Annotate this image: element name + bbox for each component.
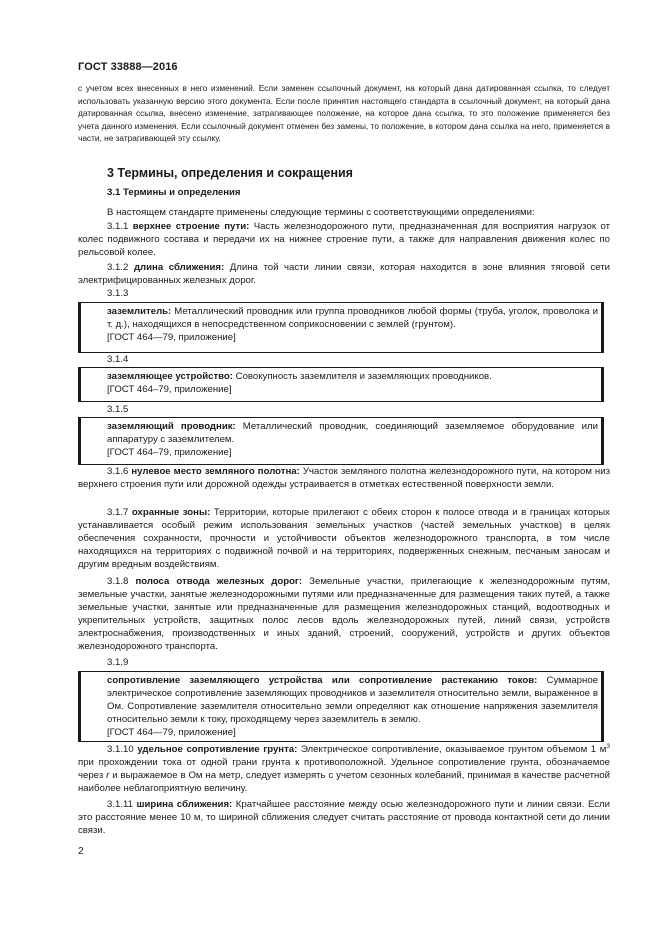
- term-3-1-11: [78, 798, 610, 837]
- term-name: заземляющий проводник:: [107, 421, 236, 432]
- section-intro: В настоящем стандарте применены следующие термины с соответствующими определениями:: [107, 207, 535, 218]
- term-reference: [ГОСТ 464–79, приложение]: [107, 384, 232, 395]
- term-number: 3.1.10: [107, 744, 134, 755]
- term-definition-part-b: при прохождении тока от одной грани грунта к противоположной. Удельное сопротивление грунта, обозначаемое через: [78, 757, 610, 781]
- term-reference: [ГОСТ 464—79, приложение]: [107, 727, 236, 738]
- subsection-title: 3.1 Термины и определения: [107, 187, 241, 198]
- term-number: 3.1.1: [107, 221, 129, 232]
- term-number: 3.1.11: [107, 799, 133, 810]
- term-definition-part-c: и выражаемое в Ом на метр, следует измерять с учетом сезонных колебаний, принимая в качестве расчетной наиболее неблагоприятную величину.: [78, 770, 610, 794]
- term-3-1-8: [78, 575, 610, 653]
- term-definition: Кратчайшее расстояние между осью железнодорожного пути и линии связи. Если это расстояние менее 10 м, то шириной сближения следует считать расстояние от провода контактной сети до линии связи.: [78, 799, 610, 836]
- term-definition: Суммарное электрическое сопротивление заземляющих проводников и заземлителя относительно земли, выраженное в Ом. Сопротивление заземлителя относительно земли определяют как отношение напряжения заземлителя относительно земли к току, проходящему через заземлитель в землю.: [107, 675, 598, 725]
- term-definition: Длина той части линии связи, которая находится в зоне влияния тяговой сети электрифицированных железных дорог.: [78, 262, 610, 286]
- term-number: 3.1.7: [107, 507, 129, 518]
- term-definition-part-a: Электрическое сопротивление, оказываемое грунтом объемом 1 м: [297, 744, 607, 755]
- superscript-exponent: 3: [606, 742, 610, 750]
- page-number: 2: [78, 846, 84, 857]
- term-name: нулевое место земляного полотна:: [131, 466, 300, 477]
- term-reference: [ГОСТ 464–79, приложение]: [107, 447, 232, 458]
- symbol-rho: r: [106, 770, 110, 781]
- term-name: верхнее строение пути:: [132, 221, 250, 232]
- term-3-1-2: [78, 261, 610, 287]
- term-number: 3.1.8: [107, 576, 129, 587]
- term-3-1-1: [78, 220, 610, 259]
- term-name: заземляющее устройство:: [107, 371, 233, 382]
- term-name: заземлитель:: [107, 306, 172, 317]
- doc-header-code: ГОСТ 33888—2016: [78, 61, 178, 73]
- term-box-3-1-9: [78, 671, 604, 742]
- section-title: 3 Термины, определения и сокращения: [107, 166, 353, 180]
- term-box-3-1-3: [78, 302, 604, 353]
- term-number-3-1-9: 3.1.9: [107, 657, 129, 668]
- term-definition: Территории, которые прилегают с обеих сторон к полосе отвода и в границах которых устанавливается особый режим использования земельных участков (частей земельных участков) в целях обеспечения сохранности, прочности и устойчивости объектов железнодорожного транспорта, в том числе находящихся на территориях с подвижной почвой и на территориях, подверженных снежным, песчаным заносам и другим вредным воздействиям.: [78, 507, 610, 570]
- term-reference: [ГОСТ 464—79, приложение]: [107, 332, 236, 343]
- term-number-3-1-5: 3.1.5: [107, 404, 129, 415]
- term-definition: Совокупность заземлителя и заземляющих проводников.: [232, 371, 492, 382]
- term-3-1-6: [78, 465, 610, 491]
- term-3-1-10: [78, 743, 610, 795]
- term-box-3-1-4: [78, 367, 604, 402]
- term-number: 3.1.2: [107, 262, 129, 273]
- term-number: 3.1.6: [107, 466, 129, 477]
- term-name: длина сближения:: [133, 262, 225, 273]
- term-definition: Часть железнодорожного пути, предназначенная для восприятия нагрузок от колес подвижного состава и передачи их на нижнее строение пути, а также для направления движения колес по рельсовой колее.: [78, 221, 610, 258]
- term-name: полоса отвода железных дорог:: [135, 576, 303, 587]
- term-definition: Участок земляного полотна железнодорожного пути, на котором низ верхнего строения пути или дорожной одежды устраивается в отметках естественной поверхности земли.: [78, 466, 610, 490]
- term-name: сопротивление заземляющего устройства или сопротивление растеканию токов:: [107, 675, 538, 686]
- term-3-1-7: [78, 506, 610, 571]
- intro-paragraph: с учетом всех внесенных в него изменений. Если заменен ссылочный документ, на который дана датированная ссылка, то следует использовать указанную версию этого документа. Если после принятия настоящего стандарта в ссылочный документ, на который дана датированная ссылка, внесено изменение, затрагивающее положение, на которое дана ссылка, то это положение применяется без учета данного изменения. Если ссылочный документ отменен без замены, то положение, в котором дана ссылка на него, применяется в части, не затрагивающей эту ссылку.: [78, 83, 610, 143]
- term-definition: Металлический проводник или группа проводников любой формы (труба, уголок, проволока и т. д.), находящихся в непосредственном соприкосновении с землей (грунтом).: [107, 306, 598, 330]
- term-number-3-1-4: 3.1.4: [107, 354, 129, 365]
- term-box-3-1-5: [78, 417, 604, 465]
- term-definition: Металлический проводник, соединяющий заземляемое оборудование или аппаратуру с заземлителем.: [107, 421, 598, 445]
- term-definition: Земельные участки, прилегающие к железнодорожным путям, земельные участки, занятые железнодорожными путями или предназначенные для размещения таких путей, а также земельные участки, занятые или предназначенные для размещения железнодорожных станций, водоотводных и укрепительных устройств, защитных полос лесов вдоль железнодорожных путей, линий связи, устройств электроснабжения, производственных и иных зданий, строений, сооружений, устройств и других объектов железнодорожного транспорта.: [78, 576, 611, 652]
- term-name: удельное сопротивление грунта:: [137, 744, 298, 755]
- term-name: охранные зоны:: [131, 507, 211, 518]
- term-number-3-1-3: 3.1.3: [107, 288, 129, 299]
- term-name: ширина сближения:: [136, 799, 233, 810]
